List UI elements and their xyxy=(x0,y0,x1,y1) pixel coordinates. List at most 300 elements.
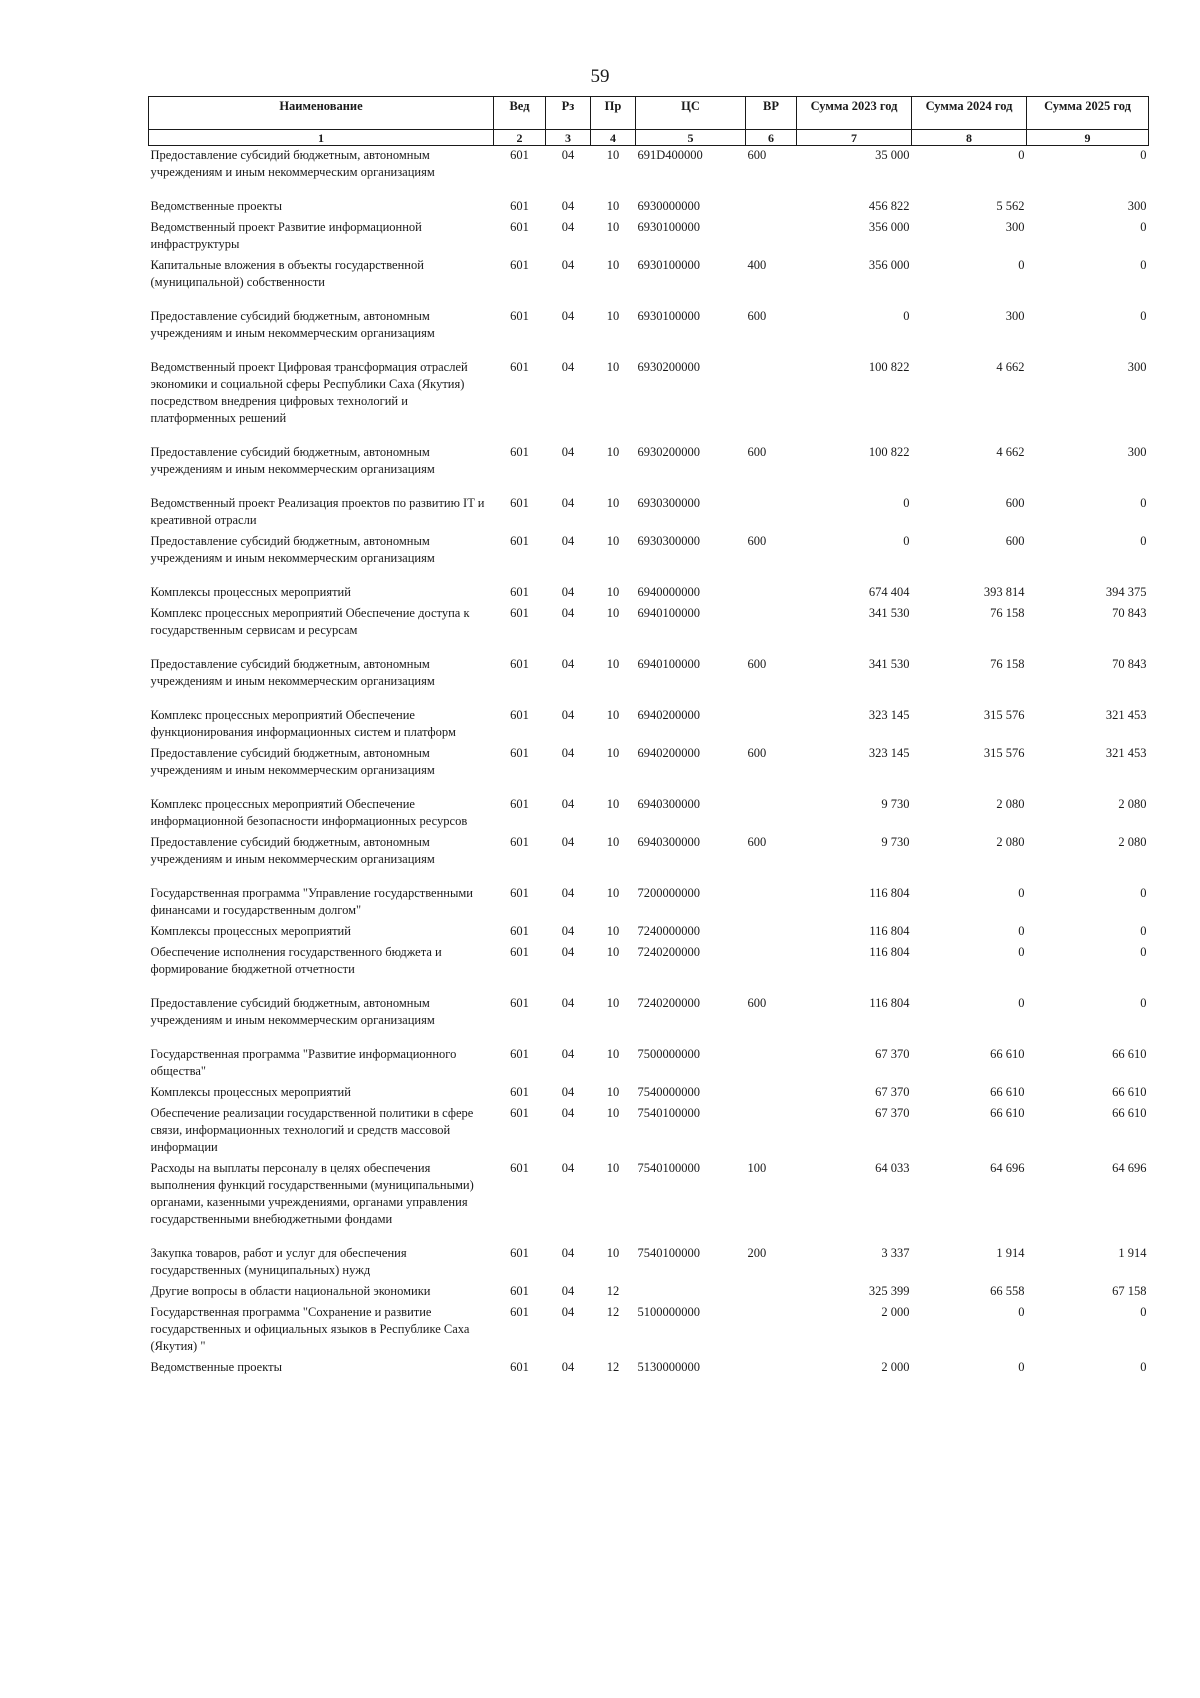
column-number: 3 xyxy=(546,130,591,146)
row-ved: 601 xyxy=(510,1106,529,1120)
row-sum-2025: 2 080 xyxy=(1118,797,1147,811)
column-number: 5 xyxy=(636,130,746,146)
column-number: 1 xyxy=(149,130,494,146)
row-sum-2023: 323 145 xyxy=(868,708,910,722)
row-name: Предоставление субсидий бюджетным, автономным учреждениям и иным некоммерческим организациям xyxy=(150,445,435,476)
row-sum-2025: 2 080 xyxy=(1118,835,1147,849)
row-name: Расходы на выплаты персоналу в целях обеспечения выполнения функций государственными (муниципальными) органами, казенными учреждениями, органами управления государственными внебюджетными фондами xyxy=(150,1161,474,1226)
row-sum-2023: 323 145 xyxy=(868,746,910,760)
row-sum-2025: 1 914 xyxy=(1118,1246,1147,1260)
row-name: Предоставление субсидий бюджетным, автономным учреждениям и иным некоммерческим организациям xyxy=(150,657,435,688)
row-vr xyxy=(746,795,797,833)
row-sum-2024: 600 xyxy=(1005,496,1025,510)
row-sum-2024: 76 158 xyxy=(990,606,1025,620)
table-row xyxy=(149,922,1149,943)
row-sum-2025: 0 xyxy=(1140,258,1147,272)
row-sum-2024: 0 xyxy=(1018,945,1025,959)
row-cs: 6940000000 xyxy=(637,585,700,599)
header-cs: ЦС xyxy=(636,97,746,130)
column-number: 8 xyxy=(912,130,1027,146)
row-rz: 04 xyxy=(561,1360,575,1374)
row-name: Обеспечение исполнения государственного бюджета и формирование бюджетной отчетности xyxy=(150,945,442,976)
table-row xyxy=(149,1104,1149,1159)
row-ved: 601 xyxy=(510,1047,529,1061)
row-sum-2024: 300 xyxy=(1005,220,1025,234)
table-row xyxy=(149,307,1149,358)
row-sum-2024: 393 814 xyxy=(983,585,1025,599)
table-row xyxy=(149,1303,1149,1358)
row-name: Комплекс процессных мероприятий Обеспечение информационной безопасности информационных ресурсов xyxy=(150,797,468,828)
row-sum-2025: 321 453 xyxy=(1105,746,1147,760)
row-sum-2024: 1 914 xyxy=(996,1246,1025,1260)
row-sum-2024: 315 576 xyxy=(983,746,1025,760)
row-ved: 601 xyxy=(510,1360,529,1374)
row-sum-2024: 2 080 xyxy=(996,797,1025,811)
row-sum-2023: 0 xyxy=(903,496,910,510)
row-name: Ведомственные проекты xyxy=(150,199,283,213)
page-number: 59 xyxy=(590,66,610,87)
table-row xyxy=(149,1083,1149,1104)
row-cs: 6940200000 xyxy=(637,746,700,760)
row-vr: 100 xyxy=(747,1161,767,1175)
row-ved: 601 xyxy=(510,657,529,671)
row-sum-2025: 0 xyxy=(1140,220,1147,234)
row-vr: 600 xyxy=(747,746,767,760)
row-cs: 6930100000 xyxy=(637,309,700,323)
column-number: 4 xyxy=(591,130,636,146)
row-rz: 04 xyxy=(561,606,575,620)
row-sum-2023: 9 730 xyxy=(881,797,910,811)
row-name: Комплекс процессных мероприятий Обеспечение функционирования информационных систем и платформ xyxy=(150,708,456,739)
row-sum-2024: 2 080 xyxy=(996,835,1025,849)
row-sum-2025: 66 610 xyxy=(1112,1047,1147,1061)
row-vr xyxy=(746,1282,797,1303)
row-rz: 04 xyxy=(561,1085,575,1099)
row-sum-2025: 0 xyxy=(1140,534,1147,548)
column-number: 2 xyxy=(494,130,546,146)
row-pr: 10 xyxy=(606,708,620,722)
row-sum-2023: 3 337 xyxy=(881,1246,910,1260)
row-pr: 10 xyxy=(606,496,620,510)
row-cs: 6940300000 xyxy=(637,835,700,849)
row-sum-2024: 4 662 xyxy=(996,445,1025,459)
table-row xyxy=(149,532,1149,583)
row-rz: 04 xyxy=(561,708,575,722)
row-vr xyxy=(746,884,797,922)
row-pr: 10 xyxy=(606,1161,620,1175)
row-sum-2023: 341 530 xyxy=(868,657,910,671)
row-rz: 04 xyxy=(561,945,575,959)
row-ved: 601 xyxy=(510,1085,529,1099)
row-cs: 7200000000 xyxy=(637,886,700,900)
row-sum-2023: 2 000 xyxy=(881,1305,910,1319)
header-sum-2024: Сумма 2024 год xyxy=(912,97,1027,130)
row-sum-2025: 0 xyxy=(1140,945,1147,959)
column-number: 6 xyxy=(746,130,797,146)
row-cs: 6930300000 xyxy=(637,496,700,510)
row-cs: 6930200000 xyxy=(637,360,700,374)
row-sum-2024: 0 xyxy=(1018,1305,1025,1319)
row-cs: 6930200000 xyxy=(637,445,700,459)
row-vr xyxy=(746,218,797,256)
row-vr: 600 xyxy=(747,657,767,671)
row-vr xyxy=(746,943,797,994)
row-ved: 601 xyxy=(510,924,529,938)
row-ved: 601 xyxy=(510,945,529,959)
row-pr: 10 xyxy=(606,606,620,620)
row-vr xyxy=(746,494,797,532)
row-ved: 601 xyxy=(510,797,529,811)
row-vr: 200 xyxy=(747,1246,767,1260)
row-rz: 04 xyxy=(561,496,575,510)
row-sum-2025: 70 843 xyxy=(1112,606,1147,620)
row-sum-2023: 67 370 xyxy=(875,1047,910,1061)
row-name: Обеспечение реализации государственной политики в сфере связи, информационных технологий и средств массовой информации xyxy=(150,1106,474,1154)
row-ved: 601 xyxy=(510,148,529,162)
row-pr: 12 xyxy=(606,1360,620,1374)
row-sum-2025: 300 xyxy=(1127,360,1147,374)
row-rz: 04 xyxy=(561,797,575,811)
row-rz: 04 xyxy=(561,258,575,272)
table-row xyxy=(149,197,1149,218)
table-row xyxy=(149,744,1149,795)
table-row xyxy=(149,884,1149,922)
row-vr xyxy=(746,706,797,744)
row-rz: 04 xyxy=(561,1161,575,1175)
row-sum-2023: 100 822 xyxy=(868,445,910,459)
row-sum-2023: 116 804 xyxy=(869,996,910,1010)
row-sum-2024: 0 xyxy=(1018,148,1025,162)
row-vr xyxy=(746,358,797,443)
row-sum-2024: 0 xyxy=(1018,924,1025,938)
row-sum-2024: 76 158 xyxy=(990,657,1025,671)
row-pr: 10 xyxy=(606,148,620,162)
row-ved: 601 xyxy=(510,309,529,323)
row-sum-2025: 300 xyxy=(1127,445,1147,459)
row-name: Другие вопросы в области национальной экономики xyxy=(150,1284,431,1298)
row-ved: 601 xyxy=(510,258,529,272)
row-rz: 04 xyxy=(561,445,575,459)
row-ved: 601 xyxy=(510,606,529,620)
header-sum-2023: Сумма 2023 год xyxy=(797,97,912,130)
row-cs: 6930100000 xyxy=(637,220,700,234)
row-cs: 6940100000 xyxy=(637,657,700,671)
table-row xyxy=(149,706,1149,744)
row-sum-2024: 0 xyxy=(1018,996,1025,1010)
row-pr: 10 xyxy=(606,534,620,548)
row-sum-2024: 64 696 xyxy=(990,1161,1025,1175)
row-cs: 6940200000 xyxy=(637,708,700,722)
row-cs: 7240000000 xyxy=(637,924,700,938)
row-name: Государственная программа "Управление государственными финансами и государственным долгом" xyxy=(150,886,473,917)
row-name: Предоставление субсидий бюджетным, автономным учреждениям и иным некоммерческим организациям xyxy=(150,309,435,340)
row-ved: 601 xyxy=(510,534,529,548)
row-sum-2023: 67 370 xyxy=(875,1085,910,1099)
row-rz: 04 xyxy=(561,1305,575,1319)
row-sum-2024: 5 562 xyxy=(996,199,1025,213)
row-vr: 600 xyxy=(747,309,767,323)
row-name: Предоставление субсидий бюджетным, автономным учреждениям и иным некоммерческим организациям xyxy=(150,746,435,777)
row-sum-2025: 67 158 xyxy=(1112,1284,1147,1298)
row-pr: 10 xyxy=(606,258,620,272)
table-row xyxy=(149,1282,1149,1303)
row-name: Предоставление субсидий бюджетным, автономным учреждениям и иным некоммерческим организациям xyxy=(150,835,435,866)
row-rz: 04 xyxy=(561,585,575,599)
table-row xyxy=(149,146,1149,198)
row-cs: 7540100000 xyxy=(637,1106,700,1120)
row-rz: 04 xyxy=(561,148,575,162)
row-rz: 04 xyxy=(561,1246,575,1260)
row-rz: 04 xyxy=(561,996,575,1010)
row-sum-2023: 64 033 xyxy=(875,1161,910,1175)
header-ved: Вед xyxy=(494,97,546,130)
row-sum-2025: 0 xyxy=(1140,886,1147,900)
row-pr: 10 xyxy=(606,924,620,938)
row-rz: 04 xyxy=(561,534,575,548)
row-pr: 12 xyxy=(606,1284,620,1298)
row-cs: 7240200000 xyxy=(637,945,700,959)
table-row xyxy=(149,494,1149,532)
header-rz: Рз xyxy=(546,97,591,130)
column-number: 9 xyxy=(1027,130,1149,146)
row-sum-2023: 356 000 xyxy=(868,220,910,234)
row-vr xyxy=(746,197,797,218)
row-sum-2025: 0 xyxy=(1140,924,1147,938)
row-pr: 10 xyxy=(606,657,620,671)
column-number-row xyxy=(149,130,1149,146)
row-pr: 10 xyxy=(606,199,620,213)
row-sum-2023: 456 822 xyxy=(868,199,910,213)
row-sum-2025: 0 xyxy=(1140,1305,1147,1319)
row-name: Государственная программа "Развитие информационного общества" xyxy=(150,1047,457,1078)
row-sum-2024: 0 xyxy=(1018,886,1025,900)
row-vr xyxy=(746,1083,797,1104)
row-sum-2024: 0 xyxy=(1018,1360,1025,1374)
table-row xyxy=(149,1244,1149,1282)
row-ved: 601 xyxy=(510,996,529,1010)
row-rz: 04 xyxy=(561,746,575,760)
row-sum-2023: 116 804 xyxy=(869,945,910,959)
row-name: Комплексы процессных мероприятий xyxy=(150,1085,351,1099)
row-vr: 400 xyxy=(747,258,767,272)
row-pr: 10 xyxy=(606,585,620,599)
row-vr: 600 xyxy=(747,835,767,849)
row-cs: 691D400000 xyxy=(637,148,703,162)
row-sum-2024: 0 xyxy=(1018,258,1025,272)
row-ved: 601 xyxy=(510,445,529,459)
row-sum-2024: 66 610 xyxy=(990,1106,1025,1120)
row-rz: 04 xyxy=(561,220,575,234)
row-rz: 04 xyxy=(561,1106,575,1120)
row-sum-2023: 0 xyxy=(903,534,910,548)
row-sum-2023: 116 804 xyxy=(869,886,910,900)
row-name: Предоставление субсидий бюджетным, автономным учреждениям и иным некоммерческим организациям xyxy=(150,534,435,565)
header-pr: Пр xyxy=(591,97,636,130)
row-sum-2025: 0 xyxy=(1140,309,1147,323)
row-sum-2023: 67 370 xyxy=(875,1106,910,1120)
row-name: Комплексы процессных мероприятий xyxy=(150,585,351,599)
row-sum-2025: 0 xyxy=(1140,996,1147,1010)
row-sum-2023: 356 000 xyxy=(868,258,910,272)
row-pr: 10 xyxy=(606,309,620,323)
row-sum-2025: 321 453 xyxy=(1105,708,1147,722)
row-name: Ведомственный проект Реализация проектов по развитию IT и креативной отрасли xyxy=(150,496,485,527)
row-name: Ведомственный проект Цифровая трансформация отраслей экономики и социальной сферы Республики Саха (Якутия) посредством внедрения цифровых технологий и платформенных решений xyxy=(150,360,468,425)
table-row xyxy=(149,994,1149,1045)
row-cs: 7540100000 xyxy=(637,1161,700,1175)
header-name: Наименование xyxy=(149,97,494,130)
row-vr xyxy=(746,1358,797,1379)
row-ved: 601 xyxy=(510,746,529,760)
row-name: Ведомственный проект Развитие информационной инфраструктуры xyxy=(150,220,422,251)
row-sum-2025: 66 610 xyxy=(1112,1085,1147,1099)
row-ved: 601 xyxy=(510,1305,529,1319)
row-pr: 10 xyxy=(606,945,620,959)
row-rz: 04 xyxy=(561,657,575,671)
row-cs: 5100000000 xyxy=(637,1305,700,1319)
table-row xyxy=(149,795,1149,833)
row-sum-2025: 70 843 xyxy=(1112,657,1147,671)
row-sum-2025: 0 xyxy=(1140,1360,1147,1374)
table-row xyxy=(149,1358,1149,1379)
row-pr: 10 xyxy=(606,1106,620,1120)
row-rz: 04 xyxy=(561,835,575,849)
header-row xyxy=(149,97,1149,130)
table-row xyxy=(149,1045,1149,1083)
row-rz: 04 xyxy=(561,1284,575,1298)
row-sum-2024: 600 xyxy=(1005,534,1025,548)
row-pr: 10 xyxy=(606,746,620,760)
row-ved: 601 xyxy=(510,1161,529,1175)
row-name: Предоставление субсидий бюджетным, автономным учреждениям и иным некоммерческим организациям xyxy=(150,996,435,1027)
row-sum-2023: 0 xyxy=(903,309,910,323)
row-sum-2025: 0 xyxy=(1140,496,1147,510)
header-sum-2025: Сумма 2025 год xyxy=(1027,97,1149,130)
row-ved: 601 xyxy=(510,220,529,234)
row-pr: 10 xyxy=(606,996,620,1010)
row-rz: 04 xyxy=(561,360,575,374)
row-pr: 10 xyxy=(606,1246,620,1260)
row-cs: 6940300000 xyxy=(637,797,700,811)
row-pr: 10 xyxy=(606,797,620,811)
row-ved: 601 xyxy=(510,199,529,213)
row-sum-2024: 66 610 xyxy=(990,1085,1025,1099)
row-ved: 601 xyxy=(510,886,529,900)
row-ved: 601 xyxy=(510,835,529,849)
row-vr: 600 xyxy=(747,534,767,548)
row-vr xyxy=(746,604,797,655)
row-cs: 6930100000 xyxy=(637,258,700,272)
row-sum-2024: 66 558 xyxy=(990,1284,1025,1298)
row-cs: 7240200000 xyxy=(637,996,700,1010)
table-row xyxy=(149,1159,1149,1244)
table-row xyxy=(149,943,1149,994)
row-ved: 601 xyxy=(510,360,529,374)
row-rz: 04 xyxy=(561,1047,575,1061)
row-vr xyxy=(746,583,797,604)
row-rz: 04 xyxy=(561,199,575,213)
row-rz: 04 xyxy=(561,924,575,938)
row-sum-2025: 64 696 xyxy=(1112,1161,1147,1175)
row-pr: 10 xyxy=(606,1047,620,1061)
table-row xyxy=(149,833,1149,884)
row-pr: 10 xyxy=(606,886,620,900)
row-rz: 04 xyxy=(561,886,575,900)
row-ved: 601 xyxy=(510,496,529,510)
row-pr: 10 xyxy=(606,835,620,849)
row-pr: 10 xyxy=(606,445,620,459)
row-name: Ведомственные проекты xyxy=(150,1360,283,1374)
row-sum-2023: 674 404 xyxy=(868,585,910,599)
row-cs: 6930000000 xyxy=(637,199,700,213)
row-sum-2023: 116 804 xyxy=(869,924,910,938)
row-sum-2023: 341 530 xyxy=(868,606,910,620)
row-sum-2025: 394 375 xyxy=(1105,585,1147,599)
row-sum-2023: 35 000 xyxy=(875,148,910,162)
row-vr xyxy=(746,1104,797,1159)
table-row xyxy=(149,443,1149,494)
row-vr xyxy=(746,1303,797,1358)
row-sum-2023: 100 822 xyxy=(868,360,910,374)
row-cs xyxy=(636,1282,746,1303)
row-sum-2024: 315 576 xyxy=(983,708,1025,722)
row-rz: 04 xyxy=(561,309,575,323)
row-pr: 10 xyxy=(606,220,620,234)
table-body xyxy=(149,146,1149,1380)
row-pr: 10 xyxy=(606,1085,620,1099)
row-pr: 12 xyxy=(606,1305,620,1319)
row-name: Закупка товаров, работ и услуг для обеспечения государственных (муниципальных) нужд xyxy=(150,1246,407,1277)
row-cs: 7540100000 xyxy=(637,1246,700,1260)
row-vr: 600 xyxy=(747,996,767,1010)
row-ved: 601 xyxy=(510,708,529,722)
row-sum-2025: 66 610 xyxy=(1112,1106,1147,1120)
budget-table xyxy=(148,96,1149,1379)
row-pr: 10 xyxy=(606,360,620,374)
row-sum-2024: 300 xyxy=(1005,309,1025,323)
table-row xyxy=(149,604,1149,655)
header-vr: ВР xyxy=(746,97,797,130)
row-vr: 600 xyxy=(747,445,767,459)
row-sum-2023: 325 399 xyxy=(868,1284,910,1298)
row-ved: 601 xyxy=(510,585,529,599)
row-vr xyxy=(746,922,797,943)
row-name: Государственная программа "Сохранение и развитие государственных и официальных языков в Республике Саха (Якутия) " xyxy=(150,1305,470,1353)
table-row xyxy=(149,655,1149,706)
row-name: Капитальные вложения в объекты государственной (муниципальной) собственности xyxy=(150,258,424,289)
column-number: 7 xyxy=(797,130,912,146)
row-ved: 601 xyxy=(510,1246,529,1260)
table-row xyxy=(149,358,1149,443)
row-cs: 6940100000 xyxy=(637,606,700,620)
row-cs: 7540000000 xyxy=(637,1085,700,1099)
row-name: Комплексы процессных мероприятий xyxy=(150,924,351,938)
row-name: Предоставление субсидий бюджетным, автономным учреждениям и иным некоммерческим организациям xyxy=(150,148,435,179)
row-sum-2024: 66 610 xyxy=(990,1047,1025,1061)
row-sum-2025: 0 xyxy=(1140,148,1147,162)
row-vr: 600 xyxy=(747,148,767,162)
row-name: Комплекс процессных мероприятий Обеспечение доступа к государственным сервисам и ресурсам xyxy=(150,606,470,637)
row-sum-2023: 2 000 xyxy=(881,1360,910,1374)
row-vr xyxy=(746,1045,797,1083)
table-row xyxy=(149,583,1149,604)
row-sum-2025: 300 xyxy=(1127,199,1147,213)
row-cs: 6930300000 xyxy=(637,534,700,548)
row-cs: 5130000000 xyxy=(637,1360,700,1374)
row-ved: 601 xyxy=(510,1284,529,1298)
table-row xyxy=(149,256,1149,307)
row-sum-2023: 9 730 xyxy=(881,835,910,849)
